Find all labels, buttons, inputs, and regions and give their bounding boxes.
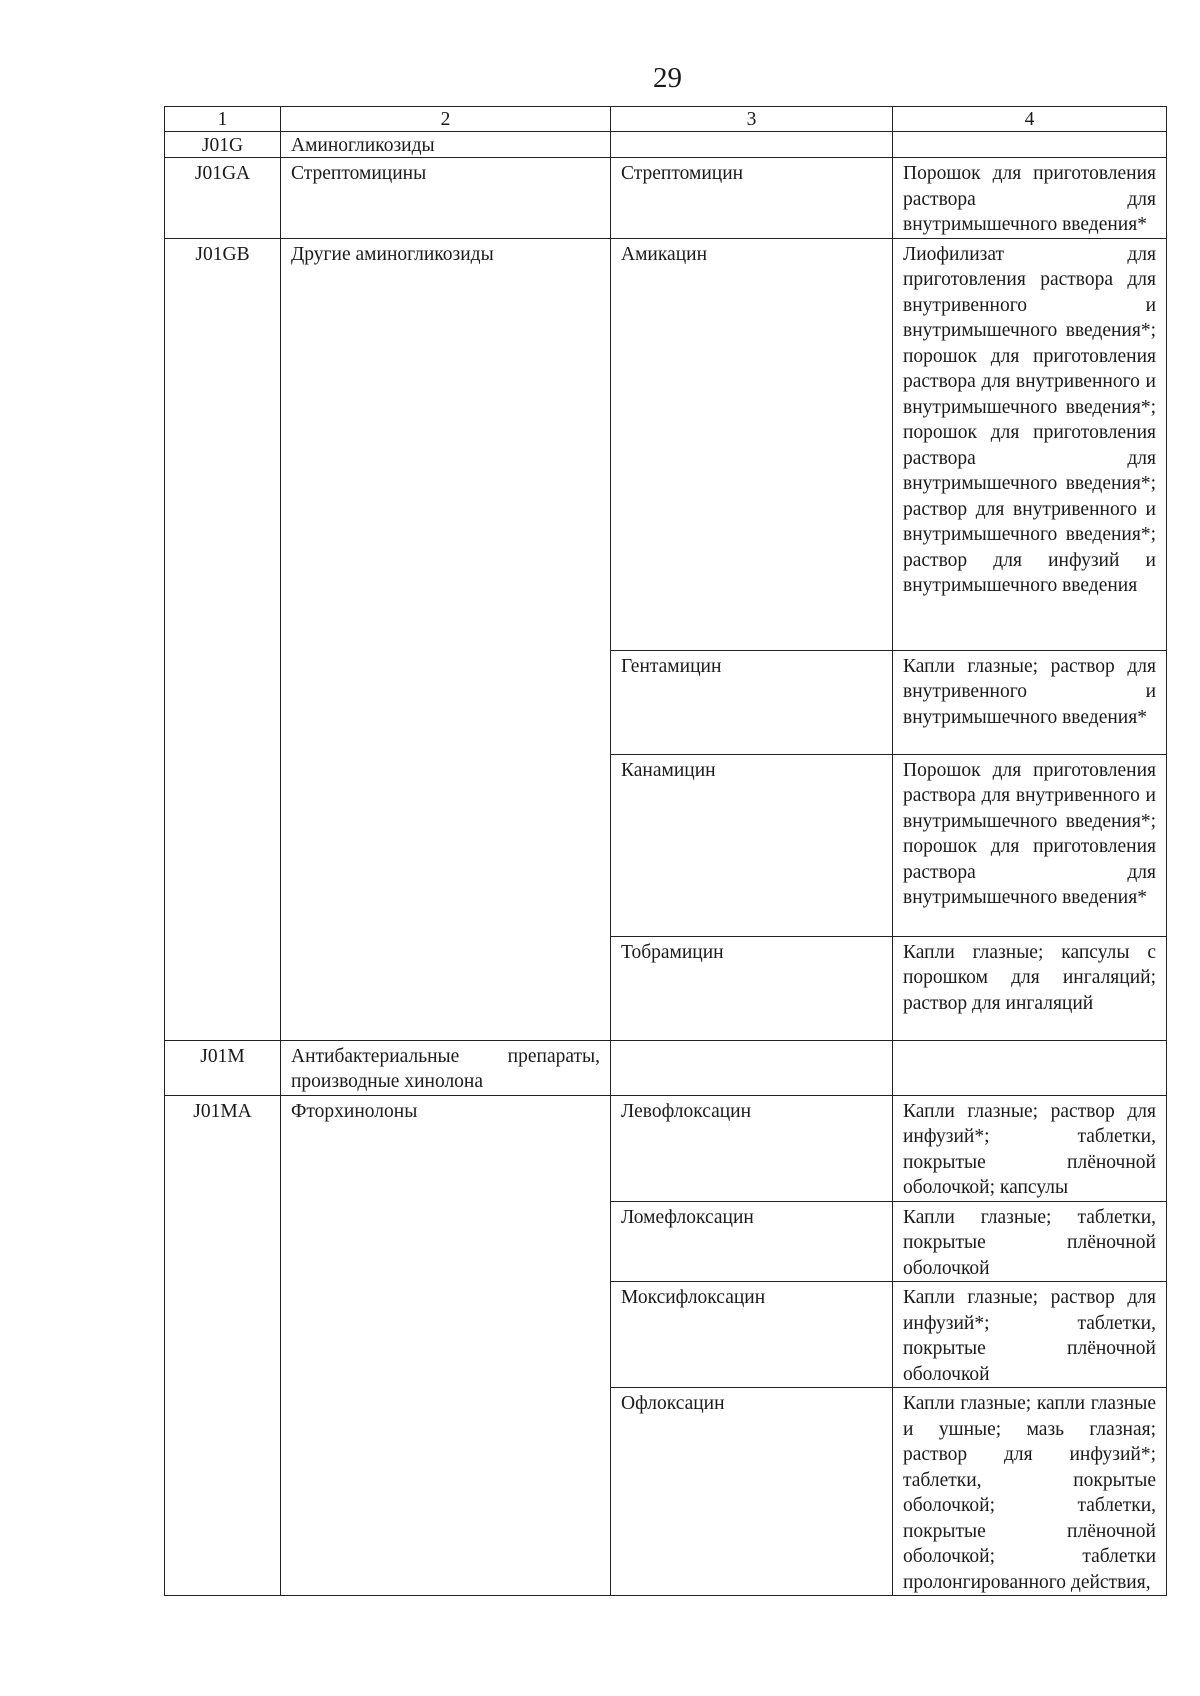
column-header: 4 — [893, 107, 1167, 132]
table-row — [165, 132, 1167, 158]
atc-code: J01MA — [165, 1095, 281, 1596]
dosage-forms: Порошок для приготовления раствора для внутривенного и внутримышечного введения*; порошок для приготовления раствора для внутримышечного введения* — [893, 754, 1167, 936]
drug-name: Амикацин — [611, 238, 893, 650]
dosage-forms: Капли глазные; раствор для инфузий*; таблетки, покрытые плёночной оболочкой — [893, 1282, 1167, 1388]
drug-name — [611, 132, 893, 158]
group-name: Аминогликозиды — [281, 132, 611, 158]
dosage-forms: Капли глазные; раствор для внутривенного и внутримышечного введения* — [893, 650, 1167, 754]
column-header: 1 — [165, 107, 281, 132]
group-name: Антибактериальные препараты, производные хинолона — [281, 1040, 611, 1095]
page-number: 29 — [653, 62, 682, 94]
dosage-forms: Капли глазные; раствор для инфузий*; таблетки, покрытые плёночной оболочкой; капсулы — [893, 1095, 1167, 1201]
drug-table — [164, 106, 1167, 1596]
atc-code: J01GA — [165, 158, 281, 239]
dosage-forms: Лиофилизат для приготовления раствора для внутривенного и внутримышечного введения*; порошок для приготовления раствора для внутривенного и внутримышечного введения*; порошок для приготовления раствора для внутримышечного введения*; раствор для внутривенного и внутримышечного введения*; раствор для инфузий и внутримышечного введения — [893, 238, 1167, 650]
atc-code: J01GB — [165, 238, 281, 1040]
dosage-forms: Порошок для приготовления раствора для внутримышечного введения* — [893, 158, 1167, 239]
drug-name: Ломефлоксацин — [611, 1201, 893, 1282]
drug-name: Левофлоксацин — [611, 1095, 893, 1201]
dosage-forms — [893, 132, 1167, 158]
dosage-forms: Капли глазные; таблетки, покрытые плёночной оболочкой — [893, 1201, 1167, 1282]
dosage-forms: Капли глазные; капли глазные и ушные; мазь глазная; раствор для инфузий*; таблетки, покрытые оболочкой; таблетки, покрытые плёночной оболочкой; таблетки пролонгированного действия, — [893, 1388, 1167, 1596]
drug-name: Стрептомицин — [611, 158, 893, 239]
group-name: Другие аминогликозиды — [281, 238, 611, 1040]
table-row — [165, 238, 1167, 650]
table-header-row — [165, 107, 1167, 132]
dosage-forms — [893, 1040, 1167, 1095]
table-row — [165, 1040, 1167, 1095]
drug-name: Гентамицин — [611, 650, 893, 754]
drug-name: Офлоксацин — [611, 1388, 893, 1596]
table-row — [165, 1095, 1167, 1201]
atc-code: J01M — [165, 1040, 281, 1095]
group-name: Стрептомицины — [281, 158, 611, 239]
column-header: 2 — [281, 107, 611, 132]
table-row — [165, 158, 1167, 239]
drug-name: Моксифлоксацин — [611, 1282, 893, 1388]
dosage-forms: Капли глазные; капсулы с порошком для ингаляций; раствор для ингаляций — [893, 936, 1167, 1040]
drug-name — [611, 1040, 893, 1095]
drug-name: Канамицин — [611, 754, 893, 936]
drug-name: Тобрамицин — [611, 936, 893, 1040]
atc-code: J01G — [165, 132, 281, 158]
column-header: 3 — [611, 107, 893, 132]
group-name: Фторхинолоны — [281, 1095, 611, 1596]
